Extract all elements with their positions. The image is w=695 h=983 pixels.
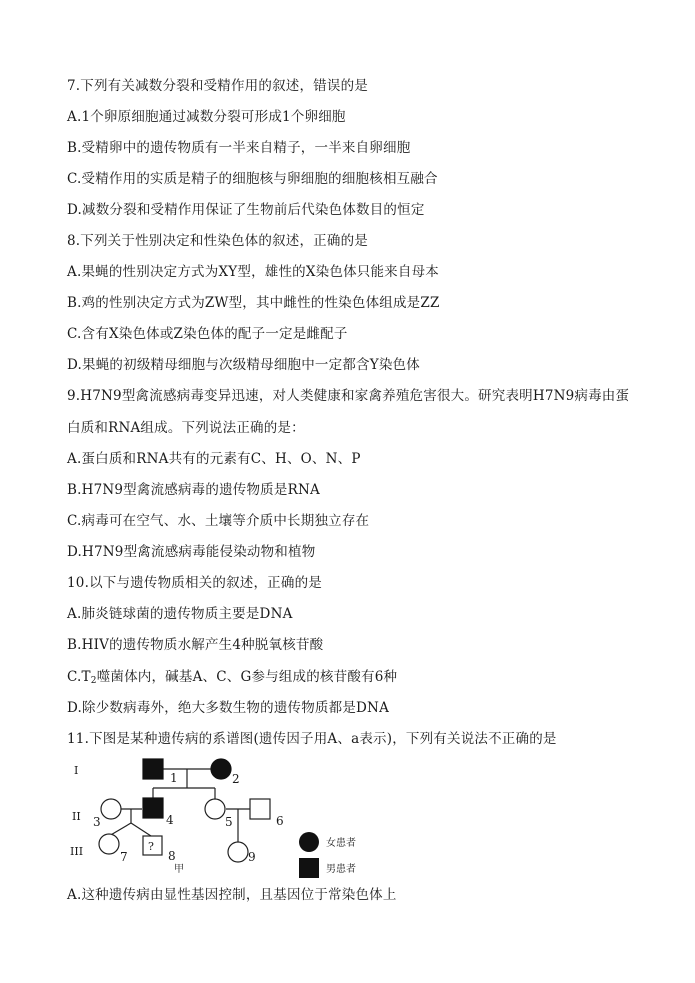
individual-1-affected-male	[143, 759, 163, 779]
generation-label-iii: III	[70, 845, 84, 858]
q8-option-c: C.含有X染色体或Z染色体的配子一定是雌配子	[67, 326, 348, 342]
individual-2-affected-female	[211, 759, 231, 779]
individual-6-normal-male	[250, 799, 270, 819]
q7-option-d: D.减数分裂和受精作用保证了生物前后代染色体数目的恒定	[67, 202, 425, 218]
q7-option-b: B.受精卵中的遗传物质有一半来自精子，一半来自卵细胞	[67, 140, 411, 156]
q10-option-c-rest: 噬菌体内，碱基A、C、G参与组成的核苷酸有6种	[96, 669, 398, 685]
pedigree-lines	[109, 769, 250, 842]
q7-stem: 7.下列有关减数分裂和受精作用的叙述，错误的是	[67, 78, 368, 94]
q7-option-c: C.受精作用的实质是精子的细胞核与卵细胞的细胞核相互融合	[67, 171, 438, 187]
q10-option-a: A.肺炎链球菌的遗传物质主要是DNA	[67, 606, 293, 622]
individual-label-1: 1	[170, 771, 178, 785]
q9-stem-line1: 9.H7N9型禽流感病毒变异迅速，对人类健康和家禽养殖危害很大。研究表明H7N9病毒由蛋	[67, 388, 630, 404]
individual-9-normal-female	[228, 842, 248, 862]
legend-male-affected-label: 男患者	[326, 864, 356, 875]
q9-stem-line2: 白质和RNA组成。下列说法正确的是：	[67, 420, 305, 436]
individual-label-8: 8	[168, 849, 176, 863]
legend-male-affected-symbol	[299, 858, 319, 878]
individual-label-5: 5	[225, 815, 233, 829]
q9-option-b: B.H7N9型禽流感病毒的遗传物质是RNA	[67, 482, 320, 498]
individual-label-3: 3	[93, 815, 101, 829]
individual-label-9: 9	[248, 850, 256, 864]
individual-label-4: 4	[166, 813, 174, 827]
q11-stem: 11.下图是某种遗传病的系谱图(遗传因子用A、a表示)，下列有关说法不正确的是	[67, 731, 557, 747]
q8-option-a: A.果蝇的性别决定方式为XY型，雄性的X染色体只能来自母本	[67, 264, 439, 280]
q8-stem: 8.下列关于性别决定和性染色体的叙述，正确的是	[67, 233, 368, 249]
q10-option-d: D.除少数病毒外，绝大多数生物的遗传物质都是DNA	[67, 700, 390, 716]
legend-female-affected-symbol	[299, 832, 319, 852]
individual-label-2: 2	[232, 772, 240, 786]
legend-female-affected-label: 女患者	[326, 838, 356, 849]
q11-option-a: A.这种遗传病由显性基因控制，且基因位于常染色体上	[67, 887, 397, 903]
individual-label-7: 7	[120, 850, 128, 864]
q7-option-a: A.1个卵原细胞通过减数分裂可形成1个卵细胞	[67, 109, 346, 125]
q10-option-c	[67, 669, 397, 689]
q9-option-d: D.H7N9型禽流感病毒能侵染动物和植物	[67, 544, 316, 560]
individual-label-6: 6	[276, 814, 284, 828]
q10-option-c-prefix: C.T	[67, 669, 91, 685]
q9-option-c: C.病毒可在空气、水、土壤等介质中长期独立存在	[67, 513, 370, 529]
q9-option-a: A.蛋白质和RNA共有的元素有C、H、O、N、P	[67, 451, 361, 467]
individual-7-normal-female	[99, 834, 119, 854]
q10-option-c-subscript: 2	[90, 676, 97, 686]
individual-3-normal-female	[101, 799, 121, 819]
individual-4-affected-male	[143, 798, 163, 818]
q8-option-d: D.果蝇的初级精母细胞与次级精母细胞中一定都含Y染色体	[67, 357, 420, 373]
q10-stem: 10.以下与遗传物质相关的叙述，正确的是	[67, 575, 322, 591]
pedigree-chart	[60, 748, 380, 880]
q8-option-b: B.鸡的性别决定方式为ZW型，其中雌性的性染色体组成是ZZ	[67, 295, 440, 311]
individual-5-normal-female	[205, 799, 225, 819]
q10-option-b: B.HIV的遗传物质水解产生4种脱氧核苷酸	[67, 637, 324, 653]
generation-label-ii: II	[72, 810, 81, 823]
unknown-mark: ?	[148, 840, 154, 853]
figure-label: 甲	[174, 864, 184, 875]
generation-label-i: I	[74, 764, 79, 777]
